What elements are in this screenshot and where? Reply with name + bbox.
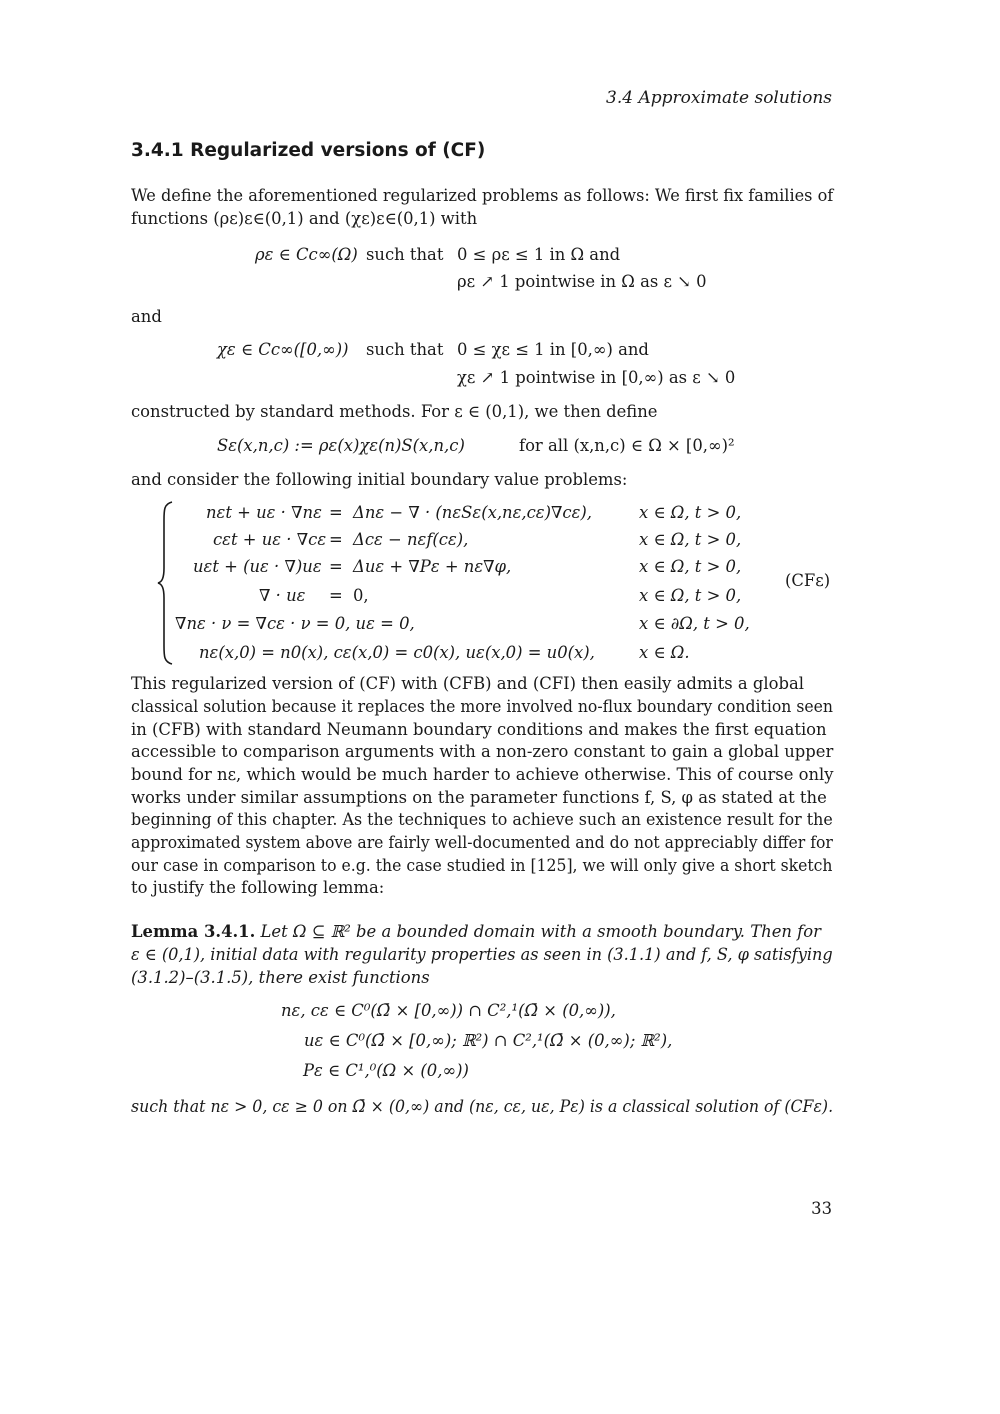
equation-tag: (CFε) [785,571,831,590]
system-row-2-cond: x ∈ Ω, t > 0, [639,530,742,549]
s-def-condition: for all (x,n,c) ∈ Ω × [0,∞)² [519,436,735,455]
system-row-3-eq: = [329,557,343,576]
lemma-formula-1: nε, cε ∈ C⁰(Ω̄ × [0,∞)) ∩ C²,¹(Ω̄ × (0,∞)), [281,1001,616,1020]
chi-def-lhs: χε ∈ Cc∞([0,∞)) [217,340,349,359]
system-row-3-rhs: Δuε + ∇Pε + nε∇φ, [353,557,512,576]
lemma-line-1 [131,922,821,941]
system-row-2-eq: = [329,530,343,549]
consider-line: and consider the following initial boundary value problems: [131,470,628,489]
system-row-1-cond: x ∈ Ω, t > 0, [639,503,742,522]
body-line-10: to justify the following lemma: [131,878,385,897]
system-row-1-eq: = [329,503,343,522]
body-line-9: our case in comparison to e.g. the case studied in [125], we will only give a short sketch [131,856,833,875]
left-brace [156,500,174,666]
body-line-6: works under similar assumptions on the parameter functions f, S, φ as stated at the [131,788,827,807]
chi-def-cond-2: χε ↗ 1 pointwise in [0,∞) as ε ↘ 0 [457,368,736,387]
lemma-formula-2: uε ∈ C⁰(Ω̄ × [0,∞); ℝ²) ∩ C²,¹(Ω̄ × (0,∞); ℝ²), [304,1031,673,1050]
section-title: 3.4.1 Regularized versions of (CF) [131,140,486,161]
chi-def-such-that: such that [366,340,444,359]
system-row-6-cond: x ∈ Ω. [639,643,690,662]
lemma-label: Lemma 3.4.1. [131,922,256,941]
intro-line-2: functions (ρε)ε∈(0,1) and (χε)ε∈(0,1) with [131,209,478,228]
system-row-2-rhs: Δcε − nεf(cε), [353,530,469,549]
system-row-4-cond: x ∈ Ω, t > 0, [639,586,742,605]
body-line-5: bound for nε, which would be much harder to achieve otherwise. This of course only [131,765,834,784]
system-row-1-rhs: Δnε − ∇ · (nεSε(x,nε,cε)∇cε), [353,503,592,522]
system-row-5-full: ∇nε · ν = ∇cε · ν = 0, uε = 0, [175,614,415,633]
lemma-statement-1: Let Ω ⊆ ℝ² be a bounded domain with a smooth boundary. Then for [260,922,821,941]
constructed-line: constructed by standard methods. For ε ∈ (0,1), we then define [131,402,658,421]
rho-def-lhs: ρε ∈ Cc∞(Ω) [255,245,358,264]
system-row-6-full: nε(x,0) = n0(x), cε(x,0) = c0(x), uε(x,0) = u0(x), [199,643,595,662]
lemma-formula-3: Pε ∈ C¹,⁰(Ω × (0,∞)) [303,1061,469,1080]
intro-line-1: We define the aforementioned regularized problems as follows: We first fix families of [131,186,834,205]
s-def-equation: Sε(x,n,c) := ρε(x)χε(n)S(x,n,c) [217,436,465,455]
system-row-3-lhs: uεt + (uε · ∇)uε [193,557,322,576]
rho-def-cond-2: ρε ↗ 1 pointwise in Ω as ε ↘ 0 [457,272,707,291]
page-number: 33 [811,1199,832,1218]
body-line-4: accessible to comparison arguments with a non-zero constant to gain a global upper [131,742,834,761]
system-row-4-rhs: 0, [353,586,369,605]
lemma-conclusion: such that nε > 0, cε ≥ 0 on Ω̄ × (0,∞) and (nε, cε, uε, Pε) is a classical solution of (CFε). [131,1097,834,1116]
system-row-3-cond: x ∈ Ω, t > 0, [639,557,742,576]
body-line-2: classical solution because it replaces the more involved no-flux boundary condition seen [131,697,833,716]
system-row-5-cond: x ∈ ∂Ω, t > 0, [639,614,750,633]
system-row-1-lhs: nεt + uε · ∇nε [206,503,322,522]
body-line-7: beginning of this chapter. As the techniques to achieve such an existence result for the [131,810,833,829]
system-row-2-lhs: cεt + uε · ∇cε [213,530,327,549]
system-row-4-lhs: ∇ · uε [259,586,306,605]
chi-def-cond-1: 0 ≤ χε ≤ 1 in [0,∞) and [457,340,649,359]
system-row-4-eq: = [329,586,343,605]
running-header: 3.4 Approximate solutions [606,88,832,108]
lemma-statement-3: (3.1.2)–(3.1.5), there exist functions [131,968,430,987]
body-line-8: approximated system above are fairly well-documented and do not appreciably differ for [131,833,833,852]
body-line-3: in (CFB) with standard Neumann boundary conditions and makes the first equation [131,720,827,739]
rho-def-cond-1: 0 ≤ ρε ≤ 1 in Ω and [457,245,621,264]
body-line-1: This regularized version of (CF) with (CFB) and (CFI) then easily admits a global [131,674,805,693]
and-word: and [131,307,162,326]
rho-def-such-that: such that [366,245,444,264]
lemma-statement-2: ε ∈ (0,1), initial data with regularity properties as seen in (3.1.1) and f, S, φ satisfying [131,945,833,964]
